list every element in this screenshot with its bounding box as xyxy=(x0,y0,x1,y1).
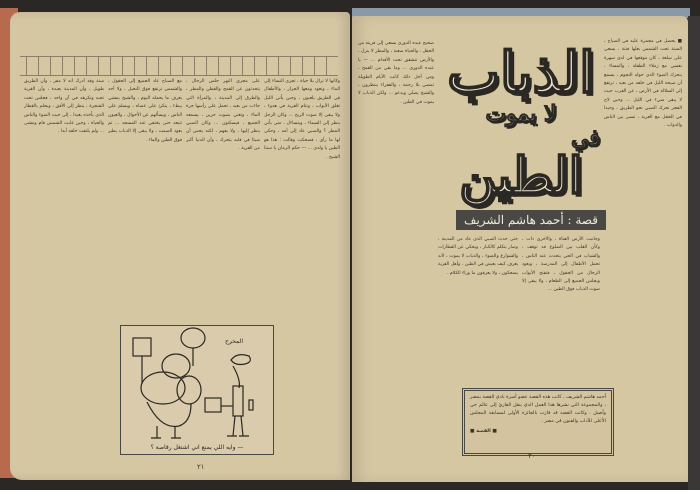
title-line-1: الذباب xyxy=(447,40,595,106)
author-note-signature: ■ القصة ■ xyxy=(470,429,497,434)
author-note-text: أحمد هاشم الشريف ، كاتب هذه القصة عضو أسرة نادي القصة بمصر ، والمجموعة التي نشرها هذا العمل الذي ينقل القارئ إلى عالم حي وأصيل . وكانت القصة قد فازت بالجائزة الأولى لمسابقة المجلس الأعلى للآداب والفنون في مصر . xyxy=(469,395,606,424)
title-line-3: في xyxy=(571,125,600,151)
story-title xyxy=(432,40,610,205)
left-column-4: سنة وقد أدرك أنه لا مفر ، وأن الطريق طويل ، وأن المدينة بعيدة ، وأن القرية تحبه وتكرهه في آن واحد ، فجلس تحت الشجرة ، ينظر إلى الأفق ، ويحلم بالقطار الذي يأخذه بعيدا ، إلى حيث الضوء والناس والحياة ، وحين غابت الشمس قام ومشى ... ولم يلتفت خلفه أبدا . xyxy=(24,79,104,135)
title-line-4: الطين xyxy=(459,146,583,205)
cartoon-drawing-icon xyxy=(121,326,273,454)
ornament-header xyxy=(20,56,338,76)
cartoon-illustration xyxy=(120,325,274,455)
page-number-right: ٢٠ xyxy=(528,452,536,460)
left-column-3: مع الصباح عاد الجميع إلى الحقول ، والشمس ترتفع فوق النخيل ، ولا أحد يعرف ما يحمله اليوم ، والشيخ يمشي ببطء ، يتكئ على عصاه ، ويسلم على الناس ، ويسألهم عن الأحوال ، والعيون تتبعه حتى يختفي عند المسجد ... ثم يعود الصمت ، ولا يبقى إلا الذباب يطير فوق الطين والماء . xyxy=(108,79,182,143)
author-note-box xyxy=(462,388,614,456)
right-column-1: ■ يحصل في مجمرة عليه في الصباح ، السنة تحت الشمس بعلها فتنة ، يسعى على سلعة ، كان موقعها في لدى سهرة نفسي مع زملاء الطفلة ، والمساء ، يتحرك الضوء الذي حوله النجوم ، يسمع أن صيحة الليل في خلفه من بعيد ، ترتفع إلى السلالة في الأرض ، عن القرب حيث لا يبقى شيء في الليل ... وحين لاح الفجر تحرك الصبي نحو الطريق ، وحيدا في الحقل مع العربة ، تسير بين الناس والدواب . xyxy=(604,39,682,129)
right-column-4: صحيح عبده الدوري يسعى إلى قريته من الحقل ، والحياة صعبة ، والمطر لا ينزل ، والأرض تتشقق تحت الأقدام ... — يا عبده الدوري ... وما بقي من القمح ، ومن أجل ذلك كانت الأيام الطويلة تمضي بلا رحمة ، والفقراء ينتظرون ، والشيخ يصلي ويدعو ... ولكن الذباب لا يموت في الطين . xyxy=(358,41,434,105)
right-column-2: وجانبت الأرض الفتاة ، والأخرى ذات ، وكأن القلب بين الضلوع قد توقف ، والشباب في الحي يتحدث عنه الناس ، تحمل الأطفال إلى المدرسة ، ويعود الرجال من الحقول ، فتفتح الأبواب ويجلس الجميع إلى الطعام ، ولا يبقى إلا صوت الذباب فوق الطين ... xyxy=(522,237,600,293)
title-line-2: لا يموت xyxy=(485,101,557,127)
left-column-1: وكأنها لا تزال بلا حياة ، تجري النساء إلى الماء ، وتعود ومعها الجرار ، والأطفال في الطريق يلعبون ، وحين يأتي الليل تغلق الأبواب ، وتنام القرية في هدوء ، ولا يبقى إلا صوت الريح ... وكان الرجل ينظر إلى السماء ، ويتساءل ، متى يأتي المطر ؟ والصبي عاد إلى أمه ، وحكى لها ما رأى ، فضحكت وقالت : هذا هو الطين يا ولدي ... — حكم الزمان يا ستنا الشيخ . xyxy=(264,79,340,160)
right-book-edge xyxy=(688,16,700,490)
right-column-3: حتى حدث الصبي الذي عاد من المدينة ، وصار يتكلم كالكبار ، ويحكي عن القطارات والشوارع والضوء ، والذباب لا يموت ، لأنه يعرف كيف يعيش في الطين ، وأهل القرية يضحكون ، ولا يعرفون ما وراء الكلام . xyxy=(438,237,518,276)
left-column-2: على مجرى النهر جلس الرجال ، يتحدثون عن القمح والقطن والمطر ، والطرق إلى المدينة ، والمرأة التي جاءت من بعيد ، تحمل على رأسها جرة الماء ، وتغني بصوت حزين ، يسمعه الجميع ، فيسكتون ... وكان الصبي ينظر إليها ، ولا يفهم ، لكنه يحس أن شيئا في قلبه يتحرك ، وأن الدنيا أكبر من القرية . xyxy=(186,79,260,152)
page-number-left: ٢١ xyxy=(197,463,205,471)
cartoon-label: المخرج xyxy=(224,338,243,345)
author-band: قصة : أحمد هاشم الشريف xyxy=(456,210,606,230)
cartoon-caption: — وايه اللي يمنع اني اشتغل رقاصة ؟ xyxy=(150,444,244,451)
